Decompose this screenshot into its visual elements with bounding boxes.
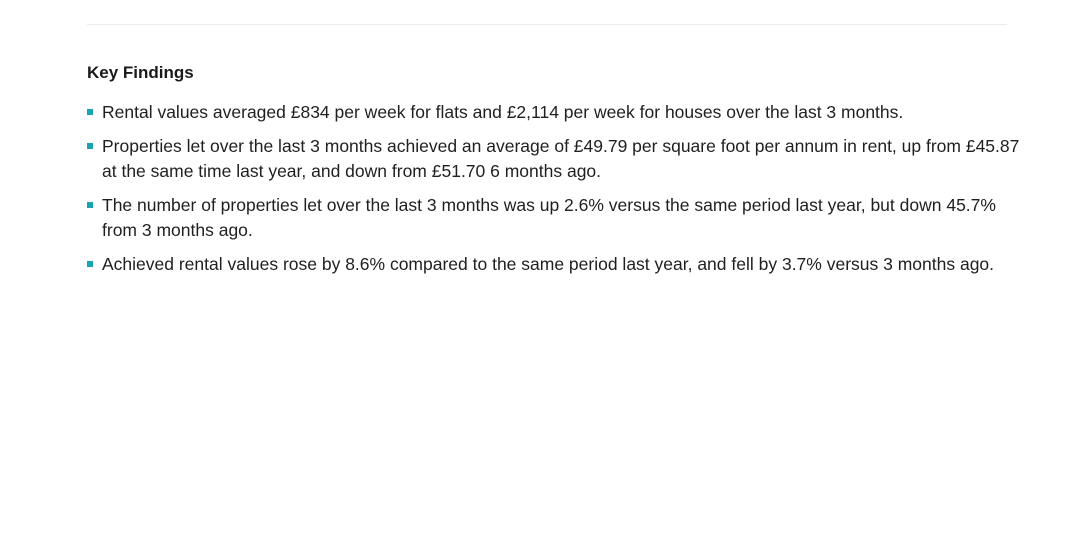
finding-text: Properties let over the last 3 months achieved an average of £49.79 per square foot per annum in rent, up from £45.87 at the same time last year, and down from £51.70 6 months ago.: [102, 135, 1020, 181]
finding-text: Achieved rental values rose by 8.6% compared to the same period last year, and fell by 3.7% versus 3 months ago.: [102, 253, 995, 274]
finding-item: [87, 252, 1032, 278]
bullet-square-icon: [87, 109, 93, 115]
finding-text: Rental values averaged £834 per week for flats and £2,114 per week for houses over the last 3 months.: [102, 102, 904, 122]
finding-text: The number of properties let over the last 3 months was up 2.6% versus the same period last year, but down 45.7% from 3 months ago.: [102, 194, 996, 240]
finding-item: [87, 100, 1032, 126]
top-divider: [87, 24, 1007, 25]
key-findings-section: [87, 60, 1032, 285]
findings-list: [87, 100, 1032, 277]
bullet-square-icon: [87, 202, 93, 208]
bullet-square-icon: [87, 261, 93, 267]
finding-item: [87, 193, 1032, 244]
section-title: Key Findings: [87, 63, 194, 82]
finding-item: [87, 134, 1032, 185]
bullet-square-icon: [87, 143, 93, 149]
